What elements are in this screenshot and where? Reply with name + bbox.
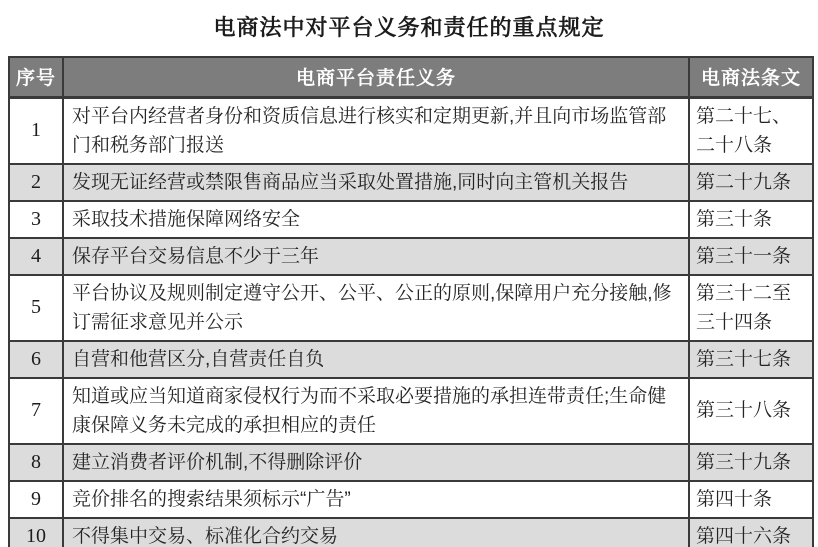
header-serial-number: 序号 xyxy=(9,57,63,97)
table-row xyxy=(9,275,813,341)
row-number-cell: 9 xyxy=(9,481,63,518)
page-title: 电商法中对平台义务和责任的重点规定 xyxy=(213,15,605,40)
row-number-cell: 8 xyxy=(9,444,63,481)
table-row xyxy=(9,97,813,164)
obligation-cell: 不得集中交易、标准化合约交易 xyxy=(63,518,689,547)
obligation-cell: 自营和他营区分,自营责任自负 xyxy=(63,341,689,378)
article-cell: 第三十条 xyxy=(689,201,813,238)
table-row xyxy=(9,238,813,275)
obligation-cell: 对平台内经营者身份和资质信息进行核实和定期更新,并且向市场监管部门和税务部门报送 xyxy=(63,97,689,164)
article-cell: 第三十八条 xyxy=(689,378,813,444)
article-cell: 第二十九条 xyxy=(689,164,813,201)
obligation-cell: 平台协议及规则制定遵守公开、公平、公正的原则,保障用户充分接触,修订需征求意见并公示 xyxy=(63,275,689,341)
regulations-table xyxy=(8,56,814,547)
table-row xyxy=(9,201,813,238)
row-number-cell: 2 xyxy=(9,164,63,201)
article-cell: 第二十七、二十八条 xyxy=(689,97,813,164)
article-cell: 第三十一条 xyxy=(689,238,813,275)
table-row xyxy=(9,164,813,201)
row-number-cell: 4 xyxy=(9,238,63,275)
table-row xyxy=(9,518,813,547)
obligation-cell: 发现无证经营或禁限售商品应当采取处置措施,同时向主管机关报告 xyxy=(63,164,689,201)
table-row xyxy=(9,378,813,444)
row-number-cell: 6 xyxy=(9,341,63,378)
row-number-cell: 5 xyxy=(9,275,63,341)
article-cell: 第三十二至三十四条 xyxy=(689,275,813,341)
header-platform-obligation: 电商平台责任义务 xyxy=(63,57,689,97)
article-cell: 第四十六条 xyxy=(689,518,813,547)
table-header-row xyxy=(9,57,813,97)
table-row xyxy=(9,341,813,378)
article-cell: 第四十条 xyxy=(689,481,813,518)
table-row xyxy=(9,481,813,518)
row-number-cell: 10 xyxy=(9,518,63,547)
row-number-cell: 7 xyxy=(9,378,63,444)
table-row xyxy=(9,444,813,481)
obligation-cell: 建立消费者评价机制,不得删除评价 xyxy=(63,444,689,481)
obligation-cell: 保存平台交易信息不少于三年 xyxy=(63,238,689,275)
row-number-cell: 1 xyxy=(9,97,63,164)
row-number-cell: 3 xyxy=(9,201,63,238)
article-cell: 第三十七条 xyxy=(689,341,813,378)
obligation-cell: 竞价排名的搜索结果须标示“广告” xyxy=(63,481,689,518)
obligation-cell: 知道或应当知道商家侵权行为而不采取必要措施的承担连带责任;生命健康保障义务未完成的承担相应的责任 xyxy=(63,378,689,444)
obligation-cell: 采取技术措施保障网络安全 xyxy=(63,201,689,238)
article-cell: 第三十九条 xyxy=(689,444,813,481)
header-law-article: 电商法条文 xyxy=(689,57,813,97)
